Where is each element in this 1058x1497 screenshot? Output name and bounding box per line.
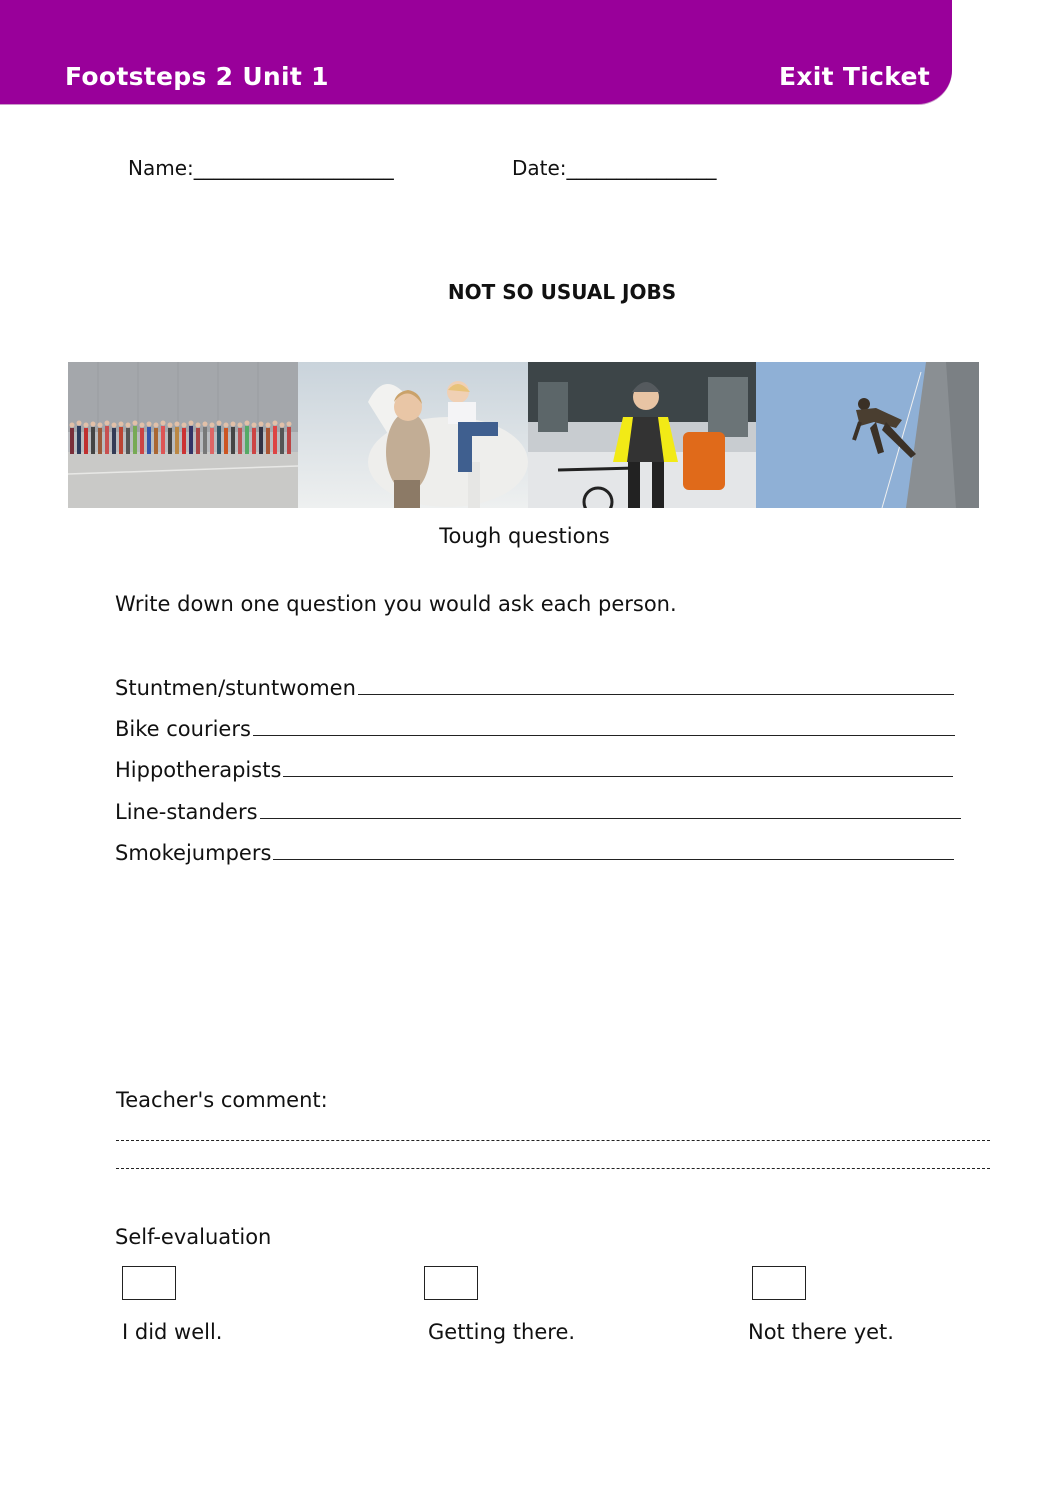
instruction-text: Write down one question you would ask each person. xyxy=(115,592,677,616)
header-banner xyxy=(0,0,952,104)
answer-underline xyxy=(253,734,955,736)
job-label: Line-standers xyxy=(115,800,258,824)
job-question-line[interactable] xyxy=(115,717,955,741)
self-eval-option-label: Not there yet. xyxy=(748,1320,894,1344)
job-question-line[interactable] xyxy=(115,841,954,865)
job-label: Smokejumpers xyxy=(115,841,272,865)
exit-ticket-label: Exit Ticket xyxy=(778,62,930,91)
answer-underline xyxy=(283,775,953,777)
hippotherapist-photo xyxy=(298,362,528,508)
job-question-line[interactable] xyxy=(115,676,954,700)
bike-courier-photo xyxy=(528,362,756,508)
self-eval-option-label: Getting there. xyxy=(428,1320,576,1344)
self-eval-checkbox-did-well[interactable] xyxy=(122,1266,176,1300)
line-standers-photo xyxy=(68,362,298,508)
photo-caption: Tough questions xyxy=(439,524,610,548)
self-evaluation-title: Self-evaluation xyxy=(115,1225,272,1249)
job-label: Hippotherapists xyxy=(115,758,282,782)
photo-strip xyxy=(68,362,979,508)
self-eval-checkbox-getting-there[interactable] xyxy=(424,1266,478,1300)
job-label: Stuntmen/stuntwomen xyxy=(115,676,356,700)
answer-underline xyxy=(273,858,954,860)
job-question-line[interactable] xyxy=(115,758,953,782)
job-label: Bike couriers xyxy=(115,717,251,741)
comment-line[interactable] xyxy=(116,1168,990,1169)
answer-underline xyxy=(260,817,961,819)
name-field[interactable]: Name:____________________ xyxy=(128,156,394,180)
comment-line[interactable] xyxy=(116,1140,990,1141)
unit-title: Footsteps 2 Unit 1 xyxy=(65,62,329,91)
self-eval-checkbox-not-there-yet[interactable] xyxy=(752,1266,806,1300)
self-eval-option-label: I did well. xyxy=(122,1320,223,1344)
worksheet-title: NOT SO USUAL JOBS xyxy=(447,280,677,304)
answer-underline xyxy=(358,693,954,695)
stuntman-photo xyxy=(756,362,979,508)
job-question-line[interactable] xyxy=(115,800,961,824)
teacher-comment-label: Teacher's comment: xyxy=(116,1088,328,1112)
date-field[interactable]: Date:_______________ xyxy=(512,156,717,180)
